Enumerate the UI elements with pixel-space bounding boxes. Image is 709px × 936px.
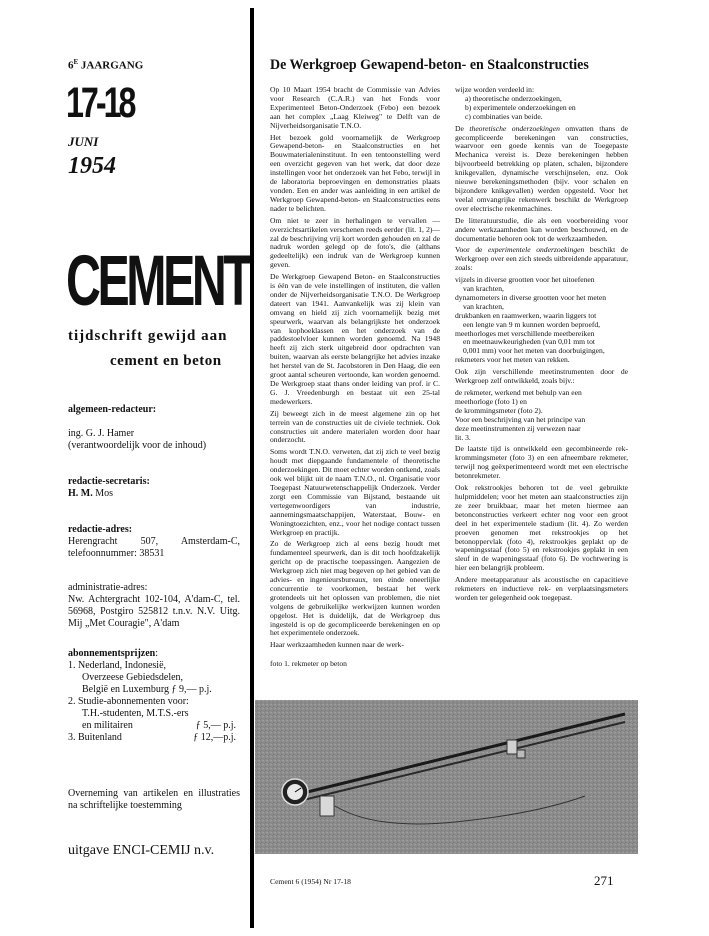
address-text: Herengracht 507, Amsterdam-C, telefoonnummer: 38531 [68,536,240,559]
article-title: De Werkgroep Gewapend-beton- en Staalconstructies [270,57,589,73]
paragraph: Zo de Werkgroep zich al eens bezig houdt met fundamenteel speurwerk, dan is dit toch hoofdzakelijk gericht op de practische toepassingen. Aangezien de Werkgroep zich niet mag begeven op het gebied van de advies- en ingenieursbureaux, ten einde oneerlijke concurrentie te voorkomen, bestaat het werk grotendeels uit het oplossen van problemen, die niet volgens de gebruikelijke werkwijzen kunnen worden opgelost. Het is duidelijk, dat de Werkgroep dus ingesteld is op de gecompliceerde berekeningen en op het experimentele onderzoek. [270,539,440,638]
publisher-line: uitgave ENCI-CEMIJ n.v. [68,843,215,858]
editor-label: algemeen-redacteur: [68,404,157,415]
paragraph: De Werkgroep Gewapend Beton- en Staalconstructies is één van de vele instellingen of instituten, die vallen onder de Nijverheidsorganisatie T.N.O. De Werkgroep dateert van 1941. Aanvankelijk was zij klein van omvang en hield zij zich voornamelijk bezig met speurwerk, waarvan als belangrijkste het onderzoek van kophoeklassen en het onderzoek van de paddestoelvloer kunnen worden genoemd. Na 1948 heeft zij zich sterk uitgebreid door opdrachten van buiten, waarvan als eerste belangrijke het advies inzake het herstel van de St. Jacobstoren in Den Haag, die een groot aantal scheuren vertoonde, kan worden genoemd. De Werkgroep staat thans onder leiding van prof. ir C. G. J. Vreedenburgh en bestaat uit een 25-tal medewerkers. [270,272,440,406]
price-item: 1. Nederland, Indonesië, Overzeese Gebiedsdelen, België en Luxemburg ƒ 9,— p.j. [68,660,212,695]
list-item: a) theoretische onderzoekingen, [465,93,562,103]
paragraph: De laatste tijd is ontwikkeld een gecombineerde rek-krommingsmeter (foto 3) en een afneembare rekmeter, terwijl nog geëxperimenteerd wordt met een electrische betonrekmeter. [455,444,628,481]
paragraph: Het bezoek gold voornamelijk de Werkgroep Gewapend-beton- en Staalconstructies en het Bouwmaterialeninstituut. In een tentoonstelling werd een overzicht gegeven van het werk, dat door deze instellingen voor het onderzoek van het Febo, terwijl in de laboratoria beproevingen en demonstraties plaats vonden. Een en ander was aanleiding in een artikel de Werkgroep Gewapend-beton- en Staalconstructies eens nader te belichten. [270,132,440,213]
paragraph: Ook zijn verschillende meetinstrumenten door de Werkgroep zelf ontwikkeld, zoals bijv.: [455,367,628,386]
paragraph: Op 10 Maart 1954 bracht de Commissie van Advies voor Research (C.A.R.) van het Fonds voor Experimenteel Beton-Onderzoek (Febo) een bezoek aan het complex „Laag Kleiweg" te Delft van de Nijverheidsorganisatie T.N.O. [270,85,440,130]
paragraph: Soms wordt T.N.O. verweten, dat zij zich te veel bezig houdt met diepgaande fundamentele of theoretische onderzoekingen. Dit moet echter worden ontkend, zoals ook wel blijkt uit de naam T.N.O., nl. Organisatie voor Toegepast Natuurwetenschappelijk Onderzoek. Verder zorgt een Commissie van Bijstand, bestaande uit vertegenwoordigers van industrie, aannemingsmaatschappijen, Waterstaat, Bouw- en Woningtoezichten, enz., voor het nodige contact tussen Werkgroep en practijk. [270,447,440,537]
prices-block: abonnementsprijzen: 1. Nederland, Indonesië, Overzeese Gebiedsdelen, België en Luxemburg ƒ 9,— p.j. 2. Studie-abonnementen voor: T.H.-studenten, M.T.S.-ers en militairen ƒ 5,— p.j. 3. Buitenland ƒ 12,—p.j. [68,648,240,744]
equipment-list: vijzels in diverse grootten voor het uitoefenen van krachten, dynamometers in diverse grootten voor het meten van krachten, drukbanken en raamwerken, waarin liggers tot een lengte van 9 m kunnen worden beproefd, meethorloges met verschillende meetbereiken en meetnauwkeurigheden (van 0,01 mm tot 0,001 mm) voor het meten van doorbuigingen, rekmeters voor het meten van rekken. [455,275,606,365]
paragraph: De litteratuurstudie, die als een voorbereiding voor andere werkzaamheden kan worden beschouwd, en de documentatie behoren ook tot de werkzaamheden. [455,215,628,243]
device-list: de rekmeter, werkend met behulp van een meethorloge (foto 1) en de krommingsmeter (foto 2). Voor een beschrijving van het principe van deze meetinstrumenten zij verwezen naar lit. 3. [455,388,586,442]
article-column-2 [455,86,628,606]
editor-name: ing. G. J. Hamer [68,428,135,439]
address-block [68,524,240,560]
tagline-line1: tijdschrift gewijd aan [68,328,228,344]
editor-note: (verantwoordelijk voor de inhoud) [68,440,207,451]
secretaries-label: redactie-secretaris: [68,476,150,487]
secretaries-surname: Mos [92,488,114,499]
list-item: c) combinaties van beide. [465,111,543,121]
reprint-note: Overneming van artikelen en illustraties na schriftelijke toestemming [68,788,240,811]
volume-label: $6^E$ JAARGANG [68,58,144,72]
prices-label: abonnementsprijzen [68,648,156,659]
address-label: redactie-adres: [68,524,133,535]
paragraph: Om niet te zeer in herhalingen te vervallen —overzichtsartikelen verschenen reeds eerder (lit. 1, 2)— zal de beschrijving vrij kort worden gehouden en zal de nadruk worden gelegd op de foto's, die (althans gedeeltelijk) een indruk van de Werkgroep kunnen geven. [270,215,440,270]
price-list [68,660,240,744]
admin-block [68,582,240,630]
photo-strain-gauge [255,700,638,854]
issue-month: JUNI [68,134,99,149]
secretaries-initials: H. M. [68,488,93,499]
journal-citation: Cement 6 (1954) Nr 17-18 [270,877,351,886]
photo-illustration [255,700,638,854]
paragraph: Voor de experimentele onderzoekingen beschikt de Werkgroep over een zich steeds uitbreidende apparatuur, zoals: [455,245,628,273]
journal-logo: CEMENT [66,242,250,321]
issue-year: 1954 [68,153,116,179]
price-item: 3. Buitenland ƒ 12,—p.j. [68,732,236,743]
category-list [455,95,628,122]
paragraph: Haar werkzaamheden kunnen naar de werk- [270,640,404,650]
price-item: 2. Studie-abonnementen voor: T.H.-studenten, M.T.S.-ers en militairen ƒ 5,— p.j. [68,696,236,731]
editor-block [68,404,240,452]
admin-text: Nw. Achtergracht 102-104, A'dam-C, tel. 56968, Postgiro 525812 t.n.v. N.V. Uitg. Mij „Met Couragie", A'dam [68,594,240,629]
paragraph: Ook rekstrookjes behoren tot de veel gebruikte hulpmiddelen; voor het meten aan staalconstructies zijn ze zeer bruikbaar, maar het meten hiermee aan betonconstructies verkeert echter nog voor een groot deel in het experimentele stadium (lit. 4). Zo werden proeven genomen met rekstrookjes op het betonoppervlak (foto 4), rekstrookjes geplakt op de wapeningsstaaf (foto 5) en rekstrookjes geplakt in een sleuf in de wapeningsstaaf (foto 6). De vochtwering is hier een belangrijk probleem. [455,483,628,573]
list-item: b) experimentele onderzoekingen en [465,102,576,112]
tagline-line2: cement en beton [110,353,222,369]
issue-number: 17-18 [66,79,134,127]
page-number: 271 [594,873,614,888]
photo-caption: foto 1. rekmeter op beton [270,659,347,669]
paragraph: wijze worden verdeeld in: [455,85,535,94]
paragraph: De theoretische onderzoekingen omvatten thans de gecompliceerde berekeningen van constructies, waarvoor een goede kennis van de Toegepaste Mechanica vereist is. Deze berekeningen hebben bijvoorbeeld betrekking op platen, schalen, bijzondere knikgevallen, dynamische verschijnselen, enz. Ook nieuwe berekeningsmethoden (bijv. voor schalen en bijzondere knikgevallen) werden opgesteld. Voor het veelal omvangrijke rekenwerk beschikt de Werkgroep over electrische rekenmachines. [455,123,628,213]
paragraph: Zij beweegt zich in de meest algemene zin op het terrein van de constructies uit de civiele techniek. Ook constructies uit andere materialen worden door haar onderzocht. [270,408,440,445]
vertical-divider [250,8,254,928]
admin-label: administratie-adres: [68,582,148,593]
secretaries-block [68,476,240,500]
paragraph: Andere meetapparatuur als acoustische en capacitieve rekmeters en inductieve rek- en verplaatsingsmeters worden ter gelegenheid ook toegepast. [455,575,628,602]
article-column-1 [270,86,440,672]
